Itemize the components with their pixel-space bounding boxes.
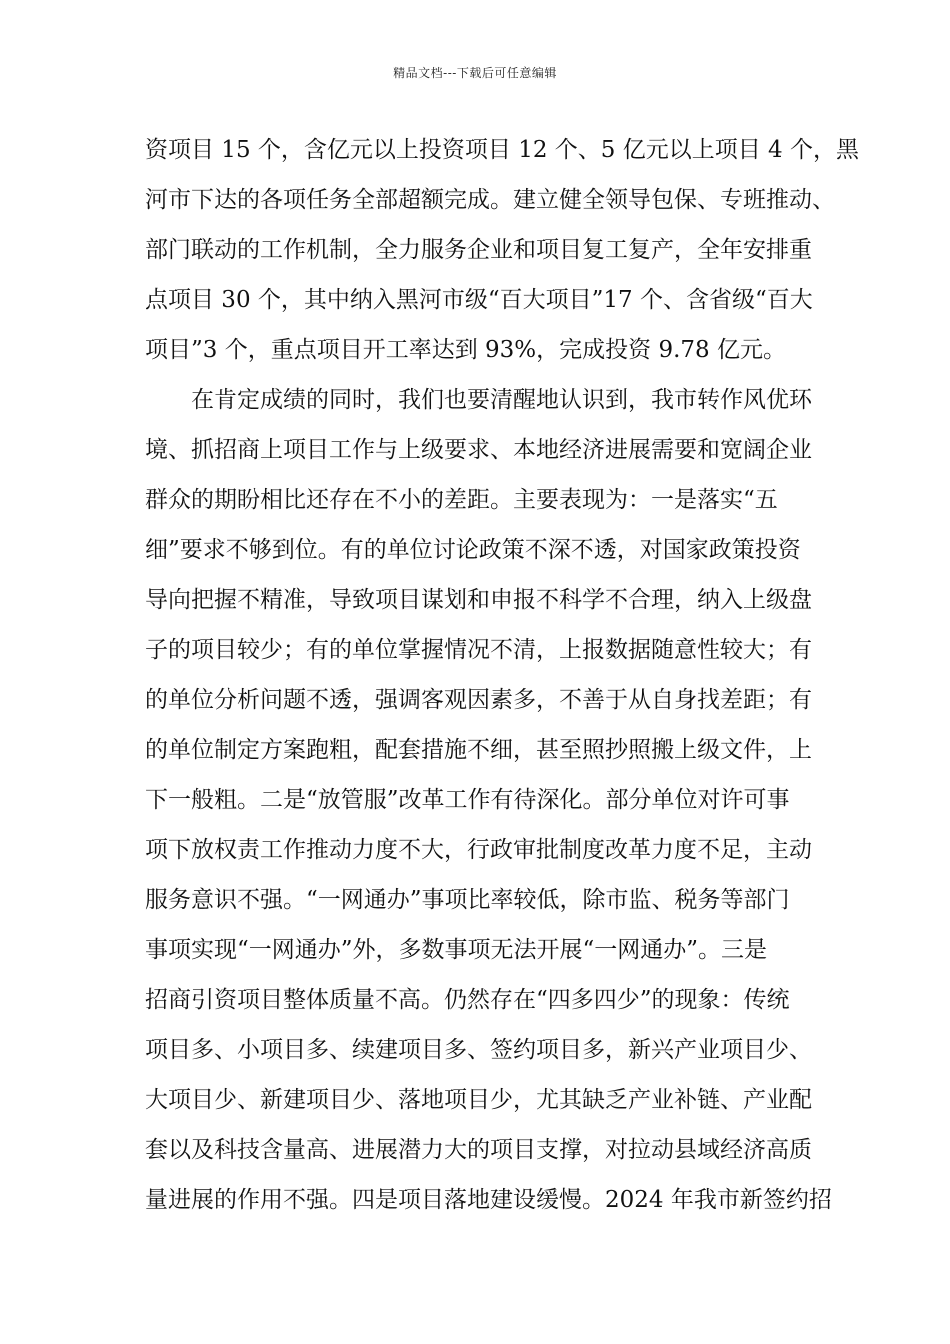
text-line: 招商引资项目整体质量不高。仍然存在“四多四少”的现象：传统 bbox=[145, 987, 790, 1013]
paragraph-start-line: 在肯定成绩的同时，我们也要清醒地认识到，我市转作风优环 bbox=[145, 387, 812, 413]
text-line: 量进展的作用不强。四是项目落地建设缓慢。2024 年我市新签约招 bbox=[145, 1187, 832, 1213]
text-line: 项下放权责工作推动力度不大，行政审批制度改革力度不足，主动 bbox=[145, 837, 812, 863]
text-line: 细”要求不够到位。有的单位讨论政策不深不透，对国家政策投资 bbox=[145, 537, 801, 563]
text-line: 大项目少、新建项目少、落地项目少，尤其缺乏产业补链、产业配 bbox=[145, 1087, 812, 1113]
text-line: 服务意识不强。“一网通办”事项比率较低，除市监、税务等部门 bbox=[145, 887, 790, 913]
text-line: 的单位制定方案跑粗，配套措施不细，甚至照抄照搬上级文件，上 bbox=[145, 737, 812, 763]
text-line: 下一般粗。二是“放管服”改革工作有待深化。部分单位对许可事 bbox=[145, 787, 790, 813]
text-line: 资项目 15 个，含亿元以上投资项目 12 个、5 亿元以上项目 4 个，黑 bbox=[145, 137, 859, 163]
text-line: 套以及科技含量高、进展潜力大的项目支撑，对拉动县域经济高质 bbox=[145, 1137, 812, 1163]
text-line: 项目”3 个，重点项目开工率达到 93%，完成投资 9.78 亿元。 bbox=[145, 337, 786, 363]
text-line: 部门联动的工作机制，全力服务企业和项目复工复产，全年安排重 bbox=[145, 237, 812, 263]
text-line: 河市下达的各项任务全部超额完成。建立健全领导包保、专班推动、 bbox=[145, 187, 835, 213]
text-line: 事项实现“一网通办”外，多数事项无法开展“一网通办”。三是 bbox=[145, 937, 768, 963]
text-line: 点项目 30 个，其中纳入黑河市级“百大项目”17 个、含省级“百大 bbox=[145, 287, 813, 313]
text-line: 项目多、小项目多、续建项目多、签约项目多，新兴产业项目少、 bbox=[145, 1037, 812, 1063]
text-line: 子的项目较少；有的单位掌握情况不清，上报数据随意性较大；有 bbox=[145, 637, 812, 663]
text-line: 境、抓招商上项目工作与上级要求、本地经济进展需要和宽阔企业 bbox=[145, 437, 812, 463]
text-line: 群众的期盼相比还存在不小的差距。主要表现为：一是落实“五 bbox=[145, 487, 778, 513]
page-header: 精品文档---下载后可任意编辑 bbox=[393, 66, 557, 80]
text-line: 导向把握不精准，导致项目谋划和申报不科学不合理，纳入上级盘 bbox=[145, 587, 812, 613]
text-line: 的单位分析问题不透，强调客观因素多，不善于从自身找差距；有 bbox=[145, 687, 812, 713]
